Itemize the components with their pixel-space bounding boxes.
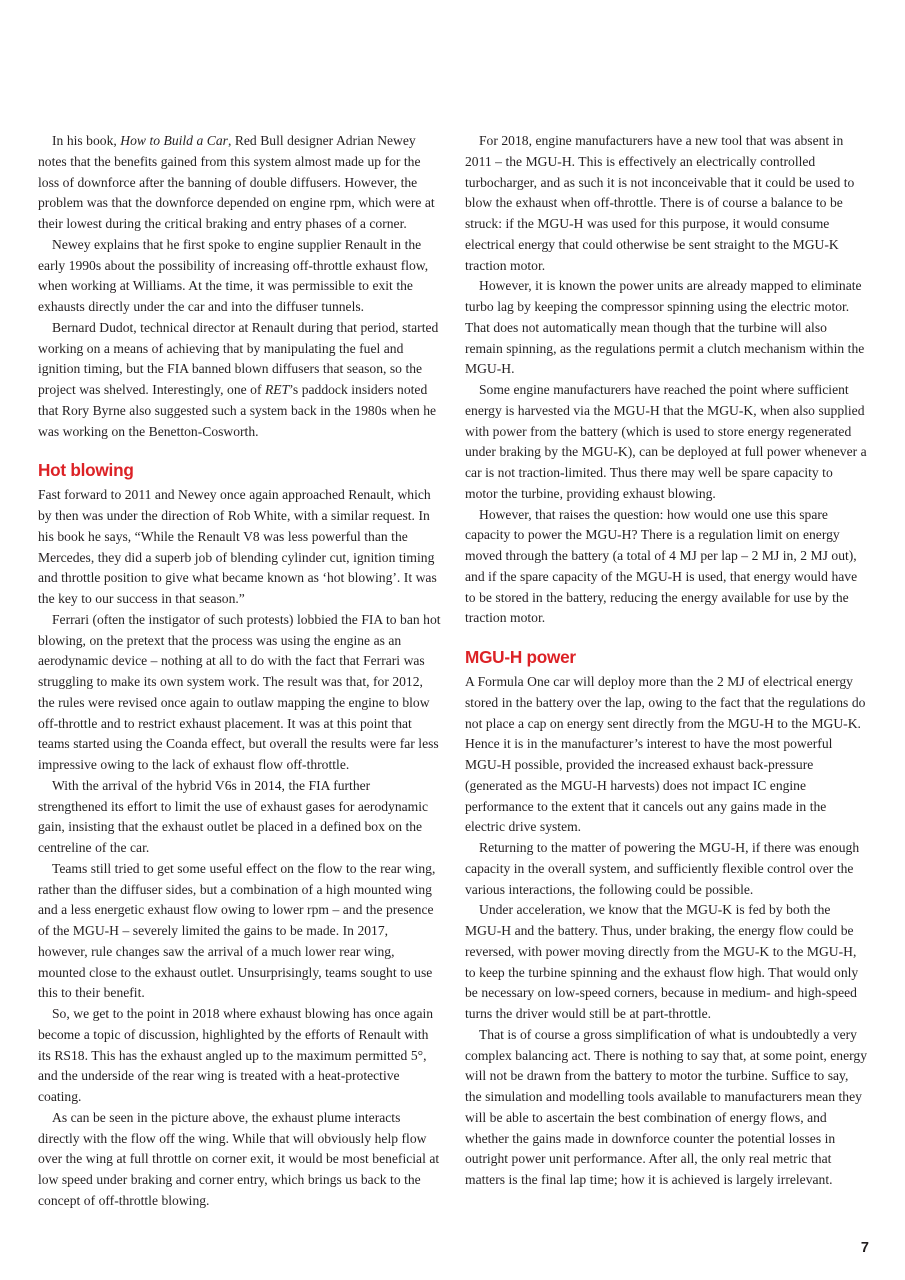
section-heading-hot-blowing: Hot blowing xyxy=(38,460,134,481)
paragraph: Ferrari (often the instigator of such protests) lobbied the FIA to ban hot blowing, on the pretext that the process was using the engine as an aerodynamic device – nothing at all to do with the fact that Ferrari was struggling to make its own system work. The result was that, for 2012, the rules were revised once again to outlaw mapping the engine to blow off-throttle and to restrict exhaust placement. It was at this point that teams started using the Coanda effect, but overall the results were far less impressive owing to the lack of exhaust flow off-throttle. xyxy=(38,611,441,772)
paragraph: For 2018, engine manufacturers have a new tool that was absent in 2011 – the MGU-H. This is effectively an electrically controlled turbocharger, and as such it is not inconceivable that it could be used to blow the exhaust when off-throttle. There is of course a balance to be struck: if the MGU-H was used for this purpose, it would consume electrical energy that could otherwise be sent straight to the MGU-K traction motor. xyxy=(465,133,855,273)
paragraph: A Formula One car will deploy more than the 2 MJ of electrical energy stored in the battery over the lap, owing to the fact that the regulations do not place a cap on energy sent directly from the MGU-H to the MGU-K. Hence it is in the manufacturer’s interest to have the most powerful MGU-H possible, provided the increased exhaust back-pressure (generated as the MGU-H harvests) does not impact IC engine performance to the extent that it cancels out any gains made in the electric drive system. xyxy=(465,674,866,835)
spacer-above-hot-blowing-heading xyxy=(38,442,441,460)
page-number: 7 xyxy=(860,1239,869,1256)
paragraph: Returning to the matter of powering the MGU-H, if there was enough capacity in the overall system, and sufficiently flexible control over the various interactions, the following could be possible. xyxy=(465,840,860,897)
right-column-paragraphs-before-heading xyxy=(465,131,868,629)
paragraph: Bernard Dudot, technical director at Renault during that period, started working on a means of achieving that by manipulating the fuel and ignition timing, but the FIA banned blown diffusers that season, so the project was shelved. Interestingly, one of RET’s paddock insiders noted that Rory Byrne also suggested such a system back in the 1980s when he was working on the Benetton-Cosworth. xyxy=(38,319,439,439)
paragraph: However, it is known the power units are already mapped to eliminate turbo lag by keeping the compressor spinning using the electric motor. That does not automatically mean though that the turbine will also remain spinning, as the regulations permit a clutch mechanism within the MGU-H. xyxy=(465,278,865,377)
paragraph: As can be seen in the picture above, the exhaust plume interacts directly with the flow off the wing. While that will obviously help flow over the wing at full throttle on corner exit, it would be most beneficial at low speed under braking and corner entry, which brings us back to the concept of off-throttle blowing. xyxy=(38,1109,440,1208)
right-column-paragraphs-after-heading xyxy=(465,672,868,1191)
paragraph: Fast forward to 2011 and Newey once again approached Renault, which by then was under the direction of Rob White, with a similar request. In his book he says, “While the Renault V8 was less powerful than the Mercedes, they did a superb job of blending cylinder cut, ignition timing and throttle position to give what became known as ‘hot blowing’. It was the key to our success in that season.” xyxy=(38,487,437,606)
left-column-paragraphs-after-heading xyxy=(38,485,441,1211)
section-heading-mgu-h-power: MGU-H power xyxy=(465,647,576,667)
two-column-body xyxy=(38,131,868,1212)
italic-run: RET xyxy=(264,382,290,397)
left-column-paragraphs-before-heading xyxy=(38,131,441,442)
paragraph: Newey explains that he first spoke to engine supplier Renault in the early 1990s about the possibility of increasing off-throttle exhaust flow, when working at Williams. At the time, it was permissible to exit the exhausts directly under the car and into the diffuser tunnels. xyxy=(38,236,429,314)
italic-run: How to Build a Car xyxy=(120,133,228,148)
paragraph: So, we get to the point in 2018 where exhaust blowing has once again become a topic of discussion, highlighted by the efforts of Renault with its RS18. This has the exhaust angled up to the maximum permitted 5°, and the underside of the rear wing is treated with a heat-protective coating. xyxy=(38,1006,434,1104)
paragraph: In his book, How to Build a Car, Red Bull designer Adrian Newey notes that the benefits gained from this system almost made up for the loss of downforce after the banning of double diffusers. However, the problem was that the downforce depended on engine rpm, which were at their lowest during the critical braking and entry phases of a corner. xyxy=(38,133,435,231)
left-column xyxy=(38,131,441,1212)
paragraph: Under acceleration, we know that the MGU-K is fed by both the MGU-H and the battery. Thus, under braking, the energy flow could be reversed, with power moving directly from the MGU-K to the MGU-H, to keep the turbine spinning and the exhaust flow high. That would only be necessary on low-speed corners, because in medium- and high-speed turns the driver would still be at part-throttle. xyxy=(465,902,859,1021)
right-column xyxy=(465,131,868,1191)
spacer-above-mgu-h-power-heading xyxy=(465,629,868,647)
paragraph: However, that raises the question: how would one use this spare capacity to power the MGU-H? There is a regulation limit on energy moved through the battery (a total of 4 MJ per lap – 2 MJ in, 2 MJ out), and if the spare capacity of the MGU-H is used, that energy would have to be stored in the battery, reducing the energy available for use by the traction motor. xyxy=(465,506,858,626)
paragraph: With the arrival of the hybrid V6s in 2014, the FIA further strengthened its effort to limit the use of exhaust gases for aerodynamic gain, insisting that the exhaust outlet be placed in a defined box on the centreline of the car. xyxy=(38,777,429,855)
paragraph: Some engine manufacturers have reached the point where sufficient energy is harvested via the MGU-H that the MGU-K, when also supplied with power from the battery (which is used to store energy regenerated under braking by the MGU-K), can be deployed at full power whenever a car is not traction-limited. Thus there may well be spare capacity to motor the turbine, providing exhaust blowing. xyxy=(465,382,867,501)
paragraph: Teams still tried to get some useful effect on the flow to the rear wing, rather than the diffuser sides, but a combination of a high mounted wing and a less energetic exhaust flow owing to lower rpm – and the presence of the MGU-H – severely limited the gains to be made. In 2017, however, rule changes saw the arrival of a much lower rear wing, mounted close to the exhaust outlet. Unsurprisingly, teams sought to use this to their benefit. xyxy=(38,860,436,1001)
paragraph: That is of course a gross simplification of what is undoubtedly a very complex balancing act. There is nothing to say that, at some point, energy will not be drawn from the battery to motor the turbine. Suffice to say, the simulation and modelling tools available to manufacturers mean they will be able to ascertain the best combination of energy flows, and whether the gains made in downforce counter the potential losses in outright power unit performance. After all, the only real metric that matters is the final lap time; how it is achieved is largely irrelevant. xyxy=(465,1026,867,1187)
